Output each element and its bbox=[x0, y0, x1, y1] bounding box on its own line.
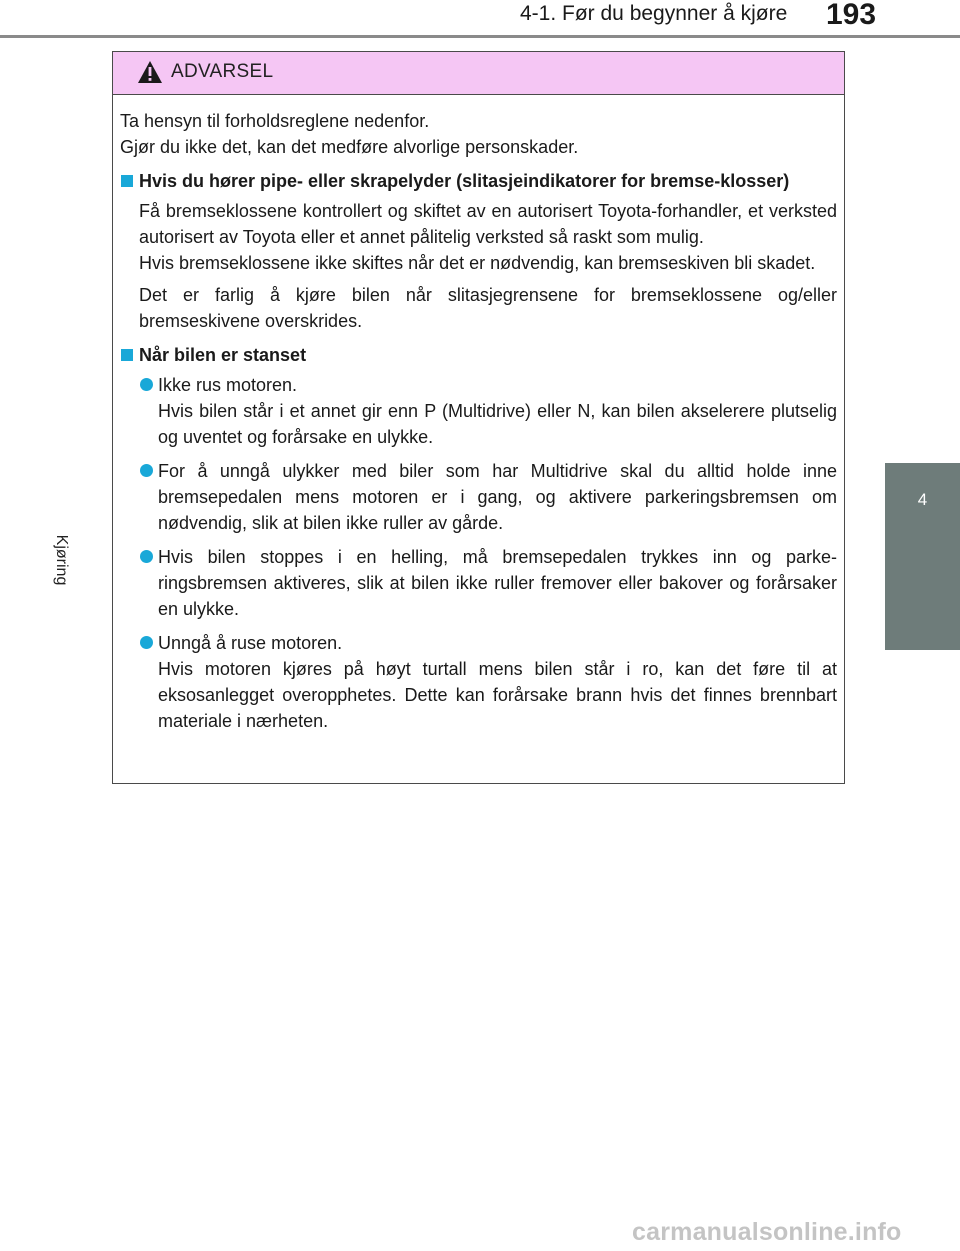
list-item bbox=[139, 630, 837, 734]
list-item-line: Hvis motoren kjøres på høyt turtall mens bilen står i ro, kan det føre til at eksosanlegget overopphetes. Dette kan forårsake brann hvis det finnes brennbart materiale i nærheten. bbox=[158, 659, 837, 731]
chapter-number: 4 bbox=[917, 490, 928, 509]
circle-bullet-icon bbox=[140, 636, 153, 649]
chapter-label: Kjøring bbox=[53, 534, 70, 586]
list-item-text bbox=[158, 372, 837, 450]
section-vehicle-stopped bbox=[120, 342, 837, 734]
paragraph: Hvis bremseklossene ikke skiftes når det er nødvendig, kan bremseskiven bli skadet. bbox=[139, 253, 816, 273]
warning-triangle-icon bbox=[137, 60, 163, 89]
list-item-line: Ikke rus motoren. bbox=[158, 375, 298, 395]
list-item-text bbox=[158, 458, 837, 536]
intro-line: Gjør du ikke det, kan det medføre alvorlige personskader. bbox=[120, 137, 579, 157]
watermark: carmanualsonline.info bbox=[632, 1218, 902, 1246]
warning-body bbox=[113, 95, 844, 734]
warning-header bbox=[113, 52, 844, 95]
list-item bbox=[139, 458, 837, 536]
circle-bullet-icon bbox=[140, 550, 153, 563]
section-brake-pads bbox=[120, 168, 837, 334]
list-item-line: Hvis bilen står i et annet gir enn P (Multidrive) eller N, kan bilen akselerere plutselig og uventet og forårsake en ulykke. bbox=[158, 401, 837, 447]
square-bullet-icon bbox=[121, 175, 133, 187]
circle-bullet-icon bbox=[140, 464, 153, 477]
header-divider bbox=[0, 35, 960, 38]
section-heading-text: Når bilen er stanset bbox=[139, 345, 307, 365]
section-heading-text: Hvis du hører pipe- eller skrapelyder (slitasjeindikatorer for bremse-klosser) bbox=[139, 171, 790, 191]
paragraph: Det er farlig å kjøre bilen når slitasjegrensene for bremseklossene og/eller bremseskivene overskrides. bbox=[139, 285, 837, 331]
chapter-tab bbox=[885, 463, 960, 650]
section-heading bbox=[120, 342, 837, 368]
list-item-line: Unngå å ruse motoren. bbox=[158, 633, 343, 653]
list-item bbox=[139, 372, 837, 450]
warning-title: ADVARSEL bbox=[171, 61, 274, 82]
section-title: 4-1. Før du begynner å kjøre bbox=[520, 2, 788, 25]
list-item bbox=[139, 544, 837, 622]
list-item-text bbox=[158, 544, 837, 622]
page-number: 193 bbox=[826, 0, 877, 31]
paragraph: Få bremseklossene kontrollert og skiftet av en autorisert Toyota-forhandler, et verksted autorisert av Toyota eller et annet pålitelig verksted så raskt som mulig. bbox=[139, 201, 837, 247]
list-item-line: Hvis bilen stoppes i en helling, må bremsepedalen trykkes inn og parke-ringsbremsen aktiveres, slik at bilen ikke ruller fremover eller bakover og forårsaker en ulykke. bbox=[158, 547, 837, 619]
section-heading bbox=[120, 168, 837, 194]
square-bullet-icon bbox=[121, 349, 133, 361]
list-item-line: For å unngå ulykker med biler som har Multidrive skal du alltid holde inne bremsepedalen mens motoren er i gang, og aktivere parkeringsbremsen om nødvendig, slik at bilen ikke ruller av gårde. bbox=[158, 461, 837, 533]
intro-line: Ta hensyn til forholdsreglene nedenfor. bbox=[120, 111, 430, 131]
list-item-text bbox=[158, 630, 837, 734]
warning-box bbox=[112, 51, 845, 784]
circle-bullet-icon bbox=[140, 378, 153, 391]
